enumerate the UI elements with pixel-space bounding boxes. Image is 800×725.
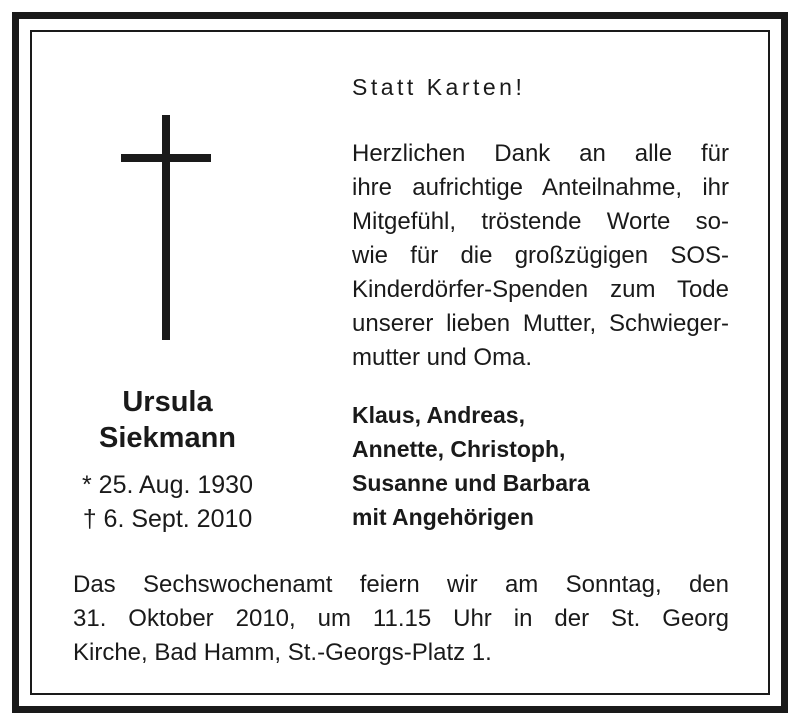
signature-family xyxy=(352,398,729,534)
life-dates xyxy=(60,468,275,536)
mass-announcement xyxy=(73,568,729,670)
death-date: † 6. Sept. 2010 xyxy=(82,505,253,533)
announcement-line: 31. Oktober 2010, um 11.15 Uhr in der St. Georg xyxy=(73,605,729,632)
deceased-last-name: Siekmann xyxy=(99,422,236,454)
signature-line: mit Angehörigen xyxy=(352,504,534,530)
birth-date: * 25. Aug. 1930 xyxy=(82,471,253,499)
thanks-line: Mitgefühl, tröstende Worte so- xyxy=(352,208,729,235)
thanks-line: ihre aufrichtige Anteilnahme, ihr xyxy=(352,174,729,201)
thanks-line: Kinderdörfer-Spenden zum Tode xyxy=(352,276,729,303)
cross-horizontal-beam xyxy=(121,154,211,162)
signature-line: Susanne und Barbara xyxy=(352,470,590,496)
announcement-line: Kirche, Bad Hamm, St.-Georgs-Platz 1. xyxy=(73,639,492,666)
cross-vertical-beam xyxy=(162,115,170,340)
announcement-line: Das Sechswochenamt feiern wir am Sonntag, den xyxy=(73,571,729,598)
deceased-name xyxy=(60,384,275,456)
thanks-line: Herzlichen Dank an alle für xyxy=(352,140,729,167)
signature-line: Annette, Christoph, xyxy=(352,436,566,462)
deceased-first-name: Ursula xyxy=(122,386,213,418)
thanks-line: unserer lieben Mutter, Schwieger- xyxy=(352,310,729,337)
thanks-text xyxy=(352,137,729,375)
thanks-line: mutter und Oma. xyxy=(352,344,533,371)
thanks-line: wie für die großzügigen SOS- xyxy=(352,242,729,269)
signature-line: Klaus, Andreas, xyxy=(352,402,525,428)
headline: Statt Karten! xyxy=(352,74,526,100)
